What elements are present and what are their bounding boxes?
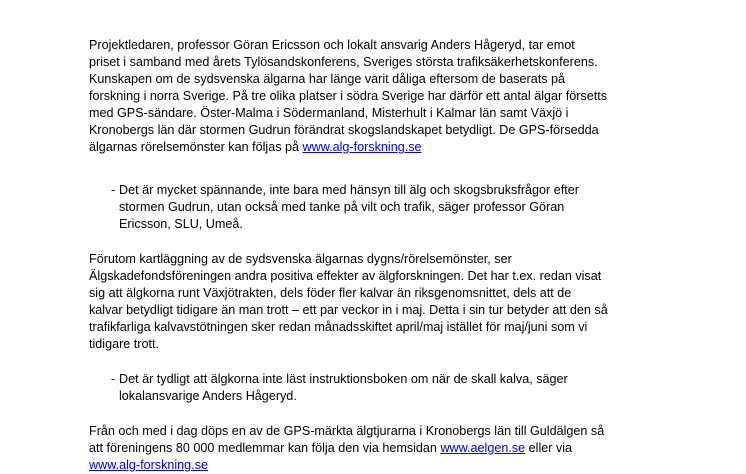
text-line: Från och med i dag döps en av de GPS-märkta älgtjurarna i Kronobergs län till Guldälgen så xyxy=(89,424,605,438)
text-line: Projektledaren, professor Göran Ericsson och lokalt ansvarig Anders Hågeryd, tar emot xyxy=(89,38,575,52)
text-line: forskning i norra Sverige. På tre olika platser i södra Sverige har därför ett antal älgar försetts xyxy=(89,89,607,103)
text-line-suffix: eller via xyxy=(525,441,573,455)
text-line: sig att älgkorna runt Växjötrakten, dels föder fler kalvar än riksgenomsnittet, dels att de xyxy=(89,286,572,300)
text-line xyxy=(89,139,689,156)
text-line: trafikfarliga kalvavstötningen sker redan månadsskiftet april/maj istället för maj/juni som vi xyxy=(89,320,588,334)
text-line xyxy=(89,457,689,474)
text-line: Det är tydligt att älgkorna inte läst instruktionsboken om när de skall kalva, säger xyxy=(119,372,568,386)
aelgen-link[interactable]: www.aelgen.se xyxy=(440,441,526,455)
text-line: Kunskapen om de sydsvenska älgarna har länge varit dåliga eftersom de baserats på xyxy=(89,72,566,86)
text-line: stormen Gudrun, utan också med tanke på vilt och trafik, säger professor Göran xyxy=(119,200,565,214)
text-line: Det är mycket spännande, inte bara med hänsyn till älg och skogsbruksfrågor efter xyxy=(119,183,579,197)
text-line: lokalansvarige Anders Hågeryd. xyxy=(119,389,297,403)
text-line: kalvar betydligt tidigare än man trott – ett par veckor in i maj. Detta i sin tur betyder att den så xyxy=(89,303,608,317)
text-line-prefix: att föreningens 80 000 medlemmar kan följa den via hemsidan xyxy=(89,441,441,455)
alg-forskning-link[interactable]: www.alg-forskning.se xyxy=(302,140,422,154)
quote-goran-ericsson xyxy=(89,182,689,233)
alg-forskning-link-2[interactable]: www.alg-forskning.se xyxy=(89,458,208,472)
text-line-prefix: älgarnas rörelsemönster kan följas på xyxy=(89,140,303,154)
text-line: med GPS-sändare. Öster-Malma i Södermanland, Misterhult i Kalmar län samt Växjö i xyxy=(89,106,569,120)
quote-anders-hageryd xyxy=(89,371,689,405)
text-line xyxy=(89,440,689,457)
text-line: Älgskadefondsföreningen andra positiva effekter av älgforskningen. Det har t.ex. redan visat xyxy=(89,269,602,283)
paragraph-mapping-effects xyxy=(89,251,689,353)
text-line: tidigare trott. xyxy=(89,337,159,351)
dash-bullet: - xyxy=(111,372,116,386)
text-line: priset i samband med årets Tylösandskonferens, Sveriges största trafiksäkerhetskonferens. xyxy=(89,55,598,69)
dash-bullet: - xyxy=(111,183,116,197)
paragraph-guldalgen xyxy=(89,423,689,474)
text-line: Ericsson, SLU, Umeå. xyxy=(119,217,243,231)
text-line: Förutom kartläggning av de sydsvenska älgarnas dygns/rörelsemönster, ser xyxy=(89,252,512,266)
text-line: Kronobergs län där stormen Gudrun förändrat skogslandskapet betydligt. De GPS-försedda xyxy=(89,123,599,137)
paragraph-award-intro xyxy=(89,37,689,156)
document-page xyxy=(89,0,689,474)
